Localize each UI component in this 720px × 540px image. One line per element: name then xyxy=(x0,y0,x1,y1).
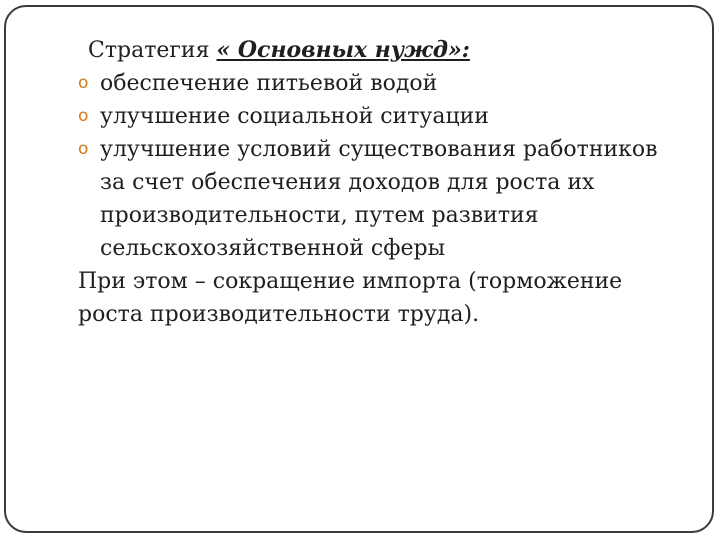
bullet-text-line: улучшение условий существования работников xyxy=(100,137,658,162)
import-note xyxy=(78,265,698,331)
bullet-marker: o xyxy=(78,139,89,159)
bullet-item-social xyxy=(78,100,698,133)
bullet-text-line: сельскохозяйственной сферы xyxy=(100,236,446,261)
bullet-text: улучшение социальной ситуации xyxy=(100,104,489,129)
heading-prefix: Стратегия xyxy=(88,38,217,63)
heading-emphasis: « Основных нужд»: xyxy=(216,37,470,63)
bullet-text-line: производительности, путем развития xyxy=(100,203,539,228)
bullet-marker: o xyxy=(78,106,89,126)
note-line: роста производительности труда). xyxy=(78,302,480,327)
bullet-item-workers xyxy=(78,133,698,265)
slide-content xyxy=(78,34,698,331)
bullet-text-line: за счет обеспечения доходов для роста их xyxy=(100,170,595,195)
bullet-marker: o xyxy=(78,73,89,93)
bullet-item-water xyxy=(78,67,698,100)
bullet-text: обеспечение питьевой водой xyxy=(100,71,438,96)
strategy-heading xyxy=(78,34,698,67)
note-line: При этом – сокращение импорта (торможение xyxy=(78,269,623,294)
